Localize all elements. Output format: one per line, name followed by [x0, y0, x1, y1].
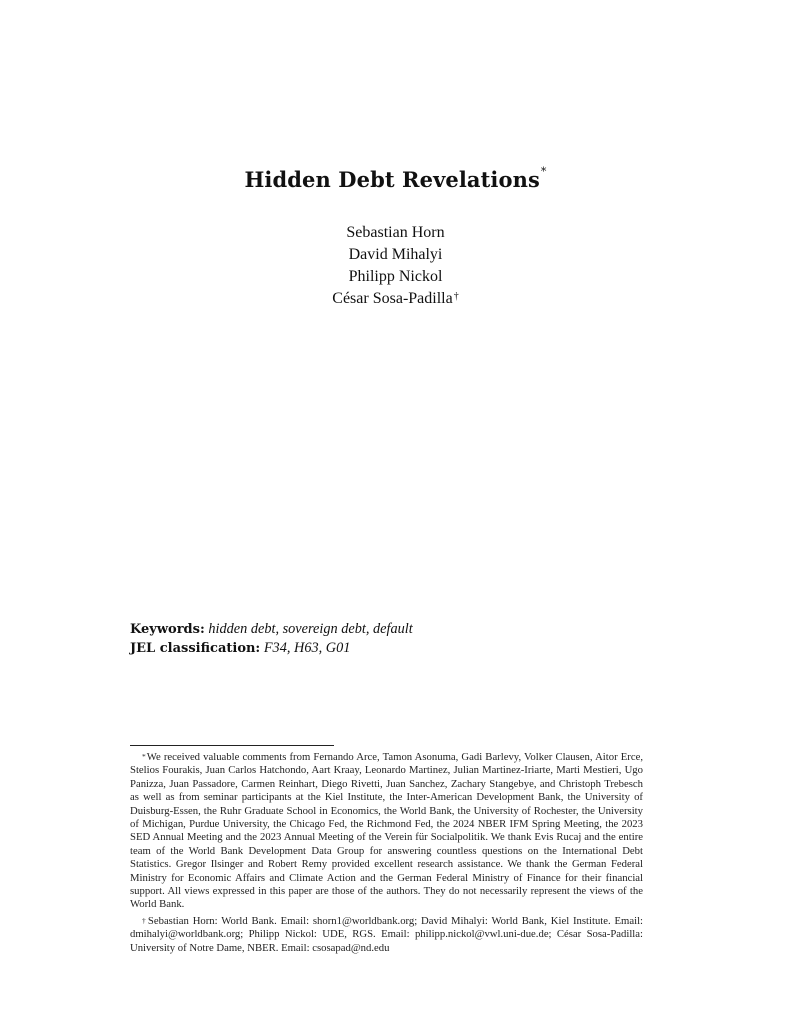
author-footnote-mark: †: [453, 291, 459, 302]
paper-title: [0, 167, 791, 192]
author-name: Philipp Nickol: [348, 268, 443, 285]
jel-label: JEL classification:: [130, 641, 261, 656]
jel-value: F34, H63, G01: [263, 640, 351, 656]
author-name: Sebastian Horn: [346, 224, 445, 241]
keywords-value: hidden debt, sovereign debt, default: [208, 621, 413, 637]
footnote-mark: *: [142, 752, 146, 761]
jel-line: [130, 639, 650, 658]
footnote-mark: †: [142, 915, 147, 925]
keywords-label: Keywords:: [130, 622, 205, 637]
footnote-text: Sebastian Horn: World Bank. Email: shorn1@worldbank.org; David Mihalyi: World Bank, Kiel Institute. Email: dmihalyi@worldbank.org; Philipp Nickol: UDE, RGS. Email: philipp.nickol@vwl.uni-due.de; César Sosa-Padilla: University of Notre Dame, NBER. Email: csosapad@nd.edu: [130, 914, 644, 954]
footnotes: [130, 751, 643, 955]
keywords-block: [130, 620, 650, 658]
paper-title-text: Hidden Debt Revelations: [244, 167, 540, 192]
footnote-rule: [130, 745, 334, 746]
keywords-line: [130, 620, 650, 639]
title-footnote-mark: *: [540, 165, 547, 178]
footnote-text: We received valuable comments from Fernando Arce, Tamon Asonuma, Gadi Barlevy, Volker Clausen, Aitor Erce, Stelios Fourakis, Juan Carlos Hatchondo, Aart Kraay, Leonardo Martinez, Julian Martinez-Iriarte, Marti Mestieri, Ugo Panizza, Juan Passadore, Carmen Reinhart, Diego Rivetti, Juan Sanchez, Zachary Stangebye, and Christoph Trebesch as well as from seminar participants at the Kiel Institute, the Inter-American Development Bank, the University of Duisburg-Essen, the Ruhr Graduate School in Economics, the World Bank, the University of Rochester, the University of Michigan, Purdue University, the Chicago Fed, the Richmond Fed, the 2024 NBER IFM Spring Meeting, the 2023 SED Annual Meeting and the 2023 Annual Meeting of the Verein für Socialpolitik. We thank Evis Rucaj and the entire team of the World Bank Development Data Group for answering countless questions on the International Debt Statistics. Gregor Ilsinger and Robert Remy provided excellent research assistance. We thank the German Federal Ministry for Economic Affairs and Climate Action and the German Federal Ministry of Finance for their financial support. All views expressed in this paper are those of the authors. They do not necessarily represent the views of the World Bank.: [130, 751, 643, 911]
footnote-affiliations: [130, 915, 643, 955]
author-name: David Mihalyi: [348, 246, 443, 263]
author-list: [0, 222, 791, 310]
author-name: César Sosa-Padilla†: [332, 290, 459, 307]
footnote-acknowledgements: [130, 751, 643, 912]
